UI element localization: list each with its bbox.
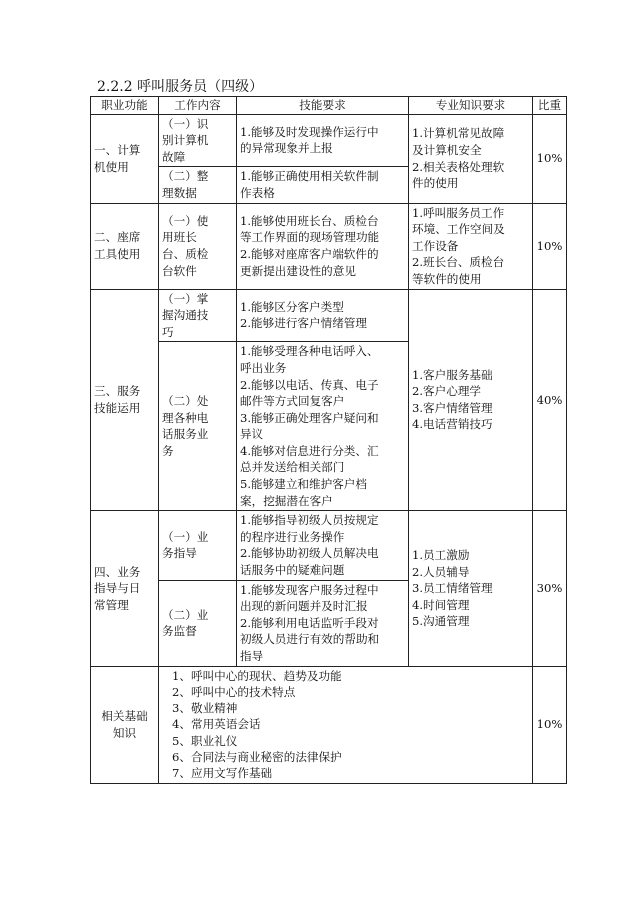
function-label: 常管理: [94, 597, 129, 612]
work-content-label: （二）整: [162, 169, 209, 184]
work-content-cell: [159, 580, 237, 666]
knowledge-requirement-line: 1.计算机常见故障: [412, 126, 505, 141]
basic-knowledge-item: 7、应用文写作基础: [172, 766, 273, 781]
work-content-cell: [159, 167, 237, 203]
knowledge-requirement-line: 3.客户情绪管理: [412, 400, 493, 415]
work-content-label: 握沟通技: [162, 308, 209, 323]
table-header-row: [91, 97, 567, 115]
knowledge-requirements-cell: [409, 511, 533, 666]
skill-requirement-line: 1.能够正确使用相关软件制: [240, 169, 379, 184]
header-cell: 比重: [533, 97, 567, 115]
work-content-label: 话服务业: [162, 427, 209, 442]
skill-requirement-line: 更新提出建设性的意见: [240, 263, 356, 278]
work-content-label: 用班长: [162, 230, 197, 245]
basic-knowledge-list: [159, 666, 533, 783]
knowledge-requirement-line: 1.员工激励: [412, 547, 470, 562]
work-content-label: 务监督: [162, 624, 197, 639]
skill-requirement-line: 3.能够正确处理客户疑问和: [240, 410, 379, 425]
skill-requirement-line: 1.能够受理各种电话呼入、: [240, 344, 379, 359]
work-content-cell: [159, 203, 237, 289]
function-cell: [91, 114, 159, 203]
function-label: 三、服务: [94, 384, 141, 399]
skill-requirement-line: 5.能够建立和维护客户档: [240, 477, 367, 492]
basic-knowledge-item: 4、常用英语会话: [172, 717, 261, 732]
work-content-label: （一）业: [162, 529, 209, 544]
skill-requirements-cell: [237, 114, 409, 167]
skill-requirement-line: 1.能够及时发现操作运行中: [240, 124, 379, 139]
work-content-label: 理数据: [162, 185, 197, 200]
skill-requirement-line: 的程序进行业务操作: [240, 529, 345, 544]
skill-requirement-line: 初级人员进行有效的帮助和: [240, 632, 380, 647]
table-row: [91, 666, 567, 783]
skill-requirements-cell: [237, 580, 409, 666]
work-content-label: （二）业: [162, 607, 209, 622]
work-content-label: 务指导: [162, 546, 197, 561]
header-cell: 技能要求: [237, 97, 409, 115]
knowledge-requirement-line: 1.客户服务基础: [412, 367, 493, 382]
table-body: [91, 114, 567, 783]
work-content-label: 务: [162, 443, 174, 458]
skill-requirements-cell: [237, 289, 409, 342]
skill-requirements-cell: [237, 342, 409, 511]
skill-requirement-line: 2.能够协助初级人员解决电: [240, 546, 379, 561]
skill-requirement-line: 2.能够以电话、传真、电子: [240, 377, 379, 392]
work-content-label: 理各种电: [162, 410, 209, 425]
header-cell: 工作内容: [159, 97, 237, 115]
ratio-cell: 10%: [533, 666, 567, 783]
function-label: 机使用: [94, 159, 129, 174]
skill-requirement-line: 的异常现象并上报: [240, 141, 333, 156]
skill-requirement-line: 2.能够进行客户情绪管理: [240, 316, 367, 331]
ratio-cell: 30%: [533, 511, 567, 666]
function-cell: [91, 289, 159, 511]
skill-requirement-line: 案，挖掘潜在客户: [240, 493, 333, 508]
basic-knowledge-item: 3、敬业精神: [172, 701, 238, 716]
work-content-cell: [159, 342, 237, 511]
ratio-cell: 40%: [533, 289, 567, 511]
skill-requirement-line: 2.能够对座席客户端软件的: [240, 247, 379, 262]
skill-requirement-line: 话服务中的疑难问题: [240, 563, 345, 578]
knowledge-requirement-line: 2.相关表格处理软: [412, 159, 505, 174]
knowledge-requirement-line: 2.客户心理学: [412, 384, 482, 399]
function-cell: [91, 203, 159, 289]
knowledge-requirement-line: 1.呼叫服务员工作: [412, 205, 505, 220]
skill-requirement-line: 1.能够使用班长台、质检台: [240, 213, 379, 228]
basic-knowledge-label: 知识: [112, 725, 137, 740]
knowledge-requirements-cell: [409, 114, 533, 203]
basic-knowledge-item: 6、合同法与商业秘密的法律保护: [172, 750, 342, 765]
knowledge-requirements-cell: [409, 289, 533, 511]
basic-knowledge-item: 2、呼叫中心的技术特点: [172, 684, 296, 699]
function-cell: [91, 511, 159, 666]
skill-requirements-cell: [237, 203, 409, 289]
table-row: [91, 289, 567, 342]
knowledge-requirement-line: 5.沟通管理: [412, 614, 470, 629]
basic-knowledge-item: 5、职业礼仪: [172, 733, 238, 748]
skill-requirement-line: 指导: [240, 649, 264, 663]
function-label: 一、计算: [94, 142, 141, 157]
skill-requirement-line: 1.能够发现客户服务过程中: [240, 582, 379, 597]
skills-table: [90, 96, 567, 784]
knowledge-requirement-line: 等软件的使用: [412, 271, 482, 286]
function-label: 工具使用: [94, 247, 141, 262]
knowledge-requirement-line: 环境、工作空间及: [412, 222, 505, 237]
skill-requirement-line: 邮件等方式回复客户: [240, 394, 345, 409]
knowledge-requirement-line: 工作设备: [412, 238, 459, 253]
work-content-cell: [159, 511, 237, 580]
basic-knowledge-label: 相关基础: [101, 709, 148, 724]
skill-requirement-line: 出现的新问题并及时汇报: [240, 599, 368, 614]
skill-requirement-line: 1.能够指导初级人员按规定: [240, 513, 379, 528]
work-content-label: 故障: [162, 149, 186, 164]
work-content-label: （一）使: [162, 213, 209, 228]
knowledge-requirement-line: 2.人员辅导: [412, 564, 470, 579]
header-cell: 专业知识要求: [409, 97, 533, 115]
basic-knowledge-label-cell: [91, 666, 159, 783]
work-content-cell: [159, 114, 237, 167]
work-content-label: （一）掌: [162, 291, 209, 306]
skill-requirement-line: 4.能够对信息进行分类、汇: [240, 443, 379, 458]
basic-knowledge-item: 1、呼叫中心的现状、趋势及功能: [172, 668, 342, 683]
skill-requirement-line: 异议: [240, 427, 264, 442]
function-label: 技能运用: [94, 400, 141, 415]
skill-requirement-line: 总并发送给相关部门: [240, 460, 345, 475]
function-label: 二、座席: [94, 230, 141, 245]
knowledge-requirement-line: 及计算机安全: [412, 142, 482, 157]
skill-requirements-cell: [237, 511, 409, 580]
ratio-cell: 10%: [533, 203, 567, 289]
function-label: 四、业务: [94, 564, 141, 579]
table-row: [91, 114, 567, 167]
knowledge-requirement-line: 2.班长台、质检台: [412, 255, 505, 270]
skill-requirement-line: 作表格: [240, 185, 275, 200]
knowledge-requirement-line: 件的使用: [412, 176, 459, 191]
page-title: 2.2.2 呼叫服务员（四级）: [97, 79, 264, 95]
header-cell: 职业功能: [91, 97, 159, 115]
work-content-cell: [159, 289, 237, 342]
skill-requirement-line: 1.能够区分客户类型: [240, 299, 344, 314]
table-row: [91, 511, 567, 580]
knowledge-requirements-cell: [409, 203, 533, 289]
knowledge-requirement-line: 3.员工情绪管理: [412, 581, 493, 596]
work-content-label: 台软件: [162, 263, 197, 278]
table-row: [91, 203, 567, 289]
skill-requirement-line: 等工作界面的现场管理功能: [240, 230, 380, 245]
skill-requirement-line: 2.能够利用电话监听手段对: [240, 615, 379, 630]
work-content-label: 台、质检: [162, 247, 209, 262]
work-content-label: 巧: [162, 324, 174, 339]
skill-requirements-cell: [237, 167, 409, 203]
work-content-label: 别计算机: [162, 133, 209, 148]
work-content-label: （二）处: [162, 394, 209, 409]
knowledge-requirement-line: 4.时间管理: [412, 597, 470, 612]
ratio-cell: 10%: [533, 114, 567, 203]
function-label: 指导与日: [94, 581, 141, 596]
skill-requirement-line: 呼出业务: [240, 360, 287, 375]
work-content-label: （一）识: [162, 116, 209, 131]
knowledge-requirement-line: 4.电话营销技巧: [412, 417, 493, 432]
